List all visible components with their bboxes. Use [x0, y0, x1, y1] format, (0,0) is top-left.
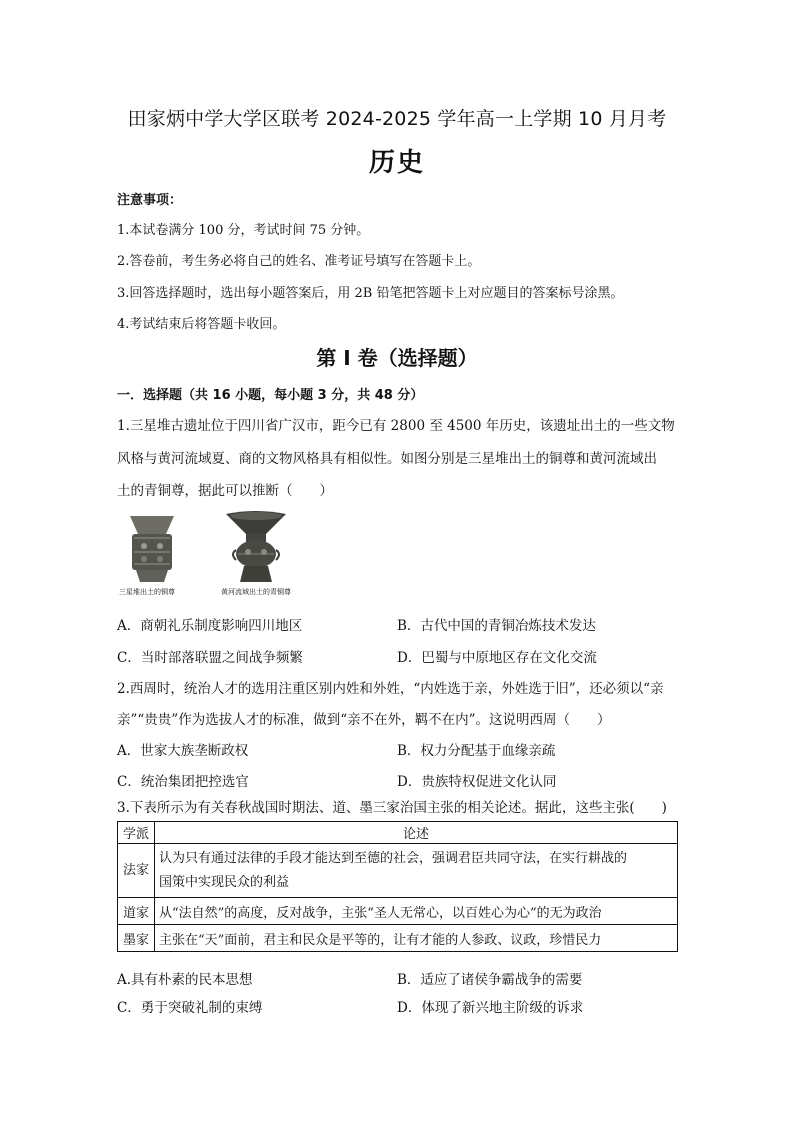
- table-header-row: [118, 822, 678, 844]
- question-2-stem: 亲”“贵贵”作为选拔人才的标准，做到“亲不在外，羁不在内”。这说明西周（ ）: [117, 712, 611, 728]
- question-2-stem: 2.西周时，统治人才的选用注重区别内姓和外姓，“内姓选于亲，外姓选于旧”，还必须以“亲: [117, 681, 664, 697]
- table-cell-statement: 主张在“天”面前，君主和民众是平等的，让有才能的人参政、议政，珍惜民力: [155, 925, 678, 952]
- question-2-option-c[interactable]: C．统治集团把控选官: [117, 774, 249, 790]
- question-1-option-a[interactable]: A．商朝礼乐制度影响四川地区: [117, 618, 303, 634]
- question-1-stem: 1.三星堆古遗址位于四川省广汉市，距今已有 2800 至 4500 年历史，该遗址出土的一些文物: [117, 418, 675, 434]
- sanxingdui-bronze-zun-image: [122, 512, 182, 584]
- statement-line: 国策中实现民众的利益: [159, 874, 290, 890]
- table-cell-statement: 从“法自然”的高度，反对战争，主张“圣人无常心，以百姓心为心”的无为政治: [155, 898, 678, 925]
- question-1-stem: 土的青铜尊，据此可以推断（ ）: [117, 483, 333, 499]
- part-title: 第 I 卷（选择题）: [316, 346, 478, 370]
- subject-title: 历史: [368, 148, 425, 178]
- image-caption: 三星堆出土的铜尊: [119, 588, 175, 596]
- notice-item: 4.考试结束后将答题卡收回。: [117, 317, 286, 332]
- image-caption: 黄河流域出土的青铜尊: [221, 588, 291, 596]
- question-3-option-c[interactable]: C．勇于突破礼制的束缚: [117, 1000, 263, 1016]
- question-3-stem: 3.下表所示为有关春秋战国时期法、道、墨三家治国主张的相关论述。据此，这些主张( ): [117, 800, 667, 816]
- question-3-option-b[interactable]: B．适应了诸侯争霸战争的需要: [397, 972, 583, 988]
- question-1-option-b[interactable]: B．古代中国的青铜冶炼技术发达: [397, 618, 596, 634]
- table-cell-school: 墨家: [118, 925, 155, 952]
- notice-item: 3.回答选择题时，选出每小题答案后，用 2B 铅笔把答题卡上对应题目的答案标号涂黑。: [117, 286, 624, 301]
- table-cell-school: 道家: [118, 898, 155, 925]
- question-1-option-c[interactable]: C．当时部落联盟之间战争频繁: [117, 650, 303, 666]
- table-cell-school: 法家: [118, 844, 155, 898]
- question-1-stem: 风格与黄河流域夏、商的文物风格具有相似性。如图分别是三星堆出土的铜尊和黄河流域出: [117, 451, 657, 467]
- notice-heading: 注意事项：: [117, 193, 183, 208]
- table-row: [118, 925, 678, 952]
- question-2-option-a[interactable]: A．世家大族垄断政权: [117, 743, 249, 759]
- table-row: [118, 844, 678, 898]
- table-header: 学派: [118, 822, 155, 844]
- exam-title: 田家炳中学大学区联考 2024-2025 学年高一上学期 10 月月考: [127, 108, 667, 130]
- question-2-option-b[interactable]: B．权力分配基于血缘亲疏: [397, 743, 556, 759]
- statement-line: 认为只有通过法律的手段才能达到至德的社会，强调君臣共同守法，在实行耕战的: [159, 850, 628, 866]
- section-heading: 一．选择题（共 16 小题，每小题 3 分，共 48 分）: [117, 388, 424, 403]
- question-2-option-d[interactable]: D．贵族特权促进文化认同: [397, 774, 557, 790]
- table-cell-statement: [155, 844, 678, 898]
- question-1-option-d[interactable]: D．巴蜀与中原地区存在文化交流: [397, 650, 597, 666]
- question-3-option-d[interactable]: D．体现了新兴地主阶级的诉求: [397, 1000, 584, 1016]
- table-row: [118, 898, 678, 925]
- notice-item: 1.本试卷满分 100 分，考试时间 75 分钟。: [117, 223, 370, 238]
- table-header: 论述: [155, 822, 678, 844]
- yellow-river-bronze-zun-image: [224, 510, 288, 586]
- question-3-option-a[interactable]: A.具有朴素的民本思想: [117, 972, 253, 988]
- schools-table: [117, 821, 678, 952]
- notice-item: 2.答卷前，考生务必将自己的姓名、准考证号填写在答题卡上。: [117, 254, 481, 269]
